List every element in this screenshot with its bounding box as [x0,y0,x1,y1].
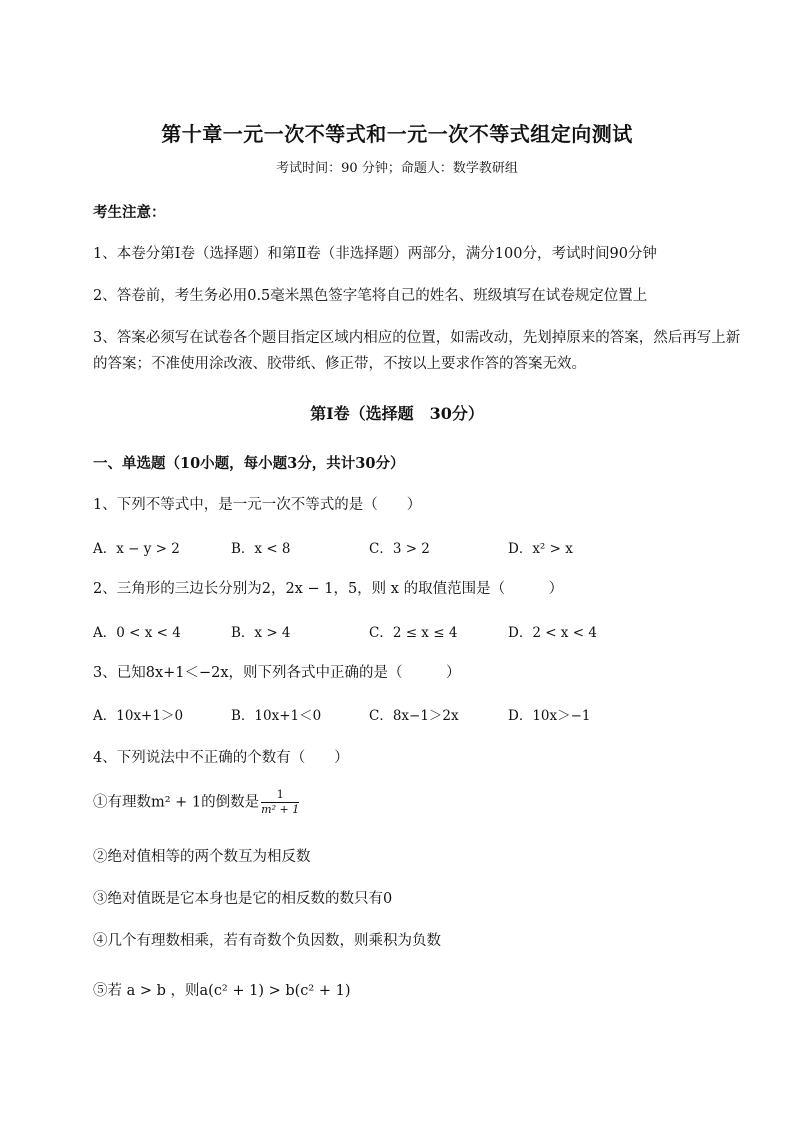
statement-4: ④几个有理数相乘，若有奇数个负因数，则乘积为负数 [93,933,441,949]
fraction [261,788,299,817]
notice-item: 的答案；不准使用涂改液、胶带纸、修正带，不按以上要求作答的答案无效。 [93,356,586,372]
statement-5: ⑤若 a > b ，则a(c² + 1) > b(c² + 1) [93,983,351,999]
statement-1-text: ①有理数m² + 1的倒数是 [93,794,260,811]
question-stem: 2、三角形的三边长分别为2，2x − 1，5，则 x 的取值范围是（ ） [93,581,564,597]
statement-1 [93,788,299,817]
notice-item: 2、答卷前，考生务必用0.5毫米黑色签字笔将自己的姓名、班级填写在试卷规定位置上 [93,288,648,304]
section-title: 第Ⅰ卷（选择题 30分） [310,404,484,423]
option-b[interactable]: B．10x+1＜0 [231,708,322,724]
option-a[interactable]: A．10x+1＞0 [93,708,184,724]
option-c[interactable]: C．8x−1＞2x [369,708,459,724]
option-d[interactable]: D．10x＞−1 [508,708,591,724]
option-a[interactable]: A．x − y > 2 [93,541,180,557]
fraction-numerator: 1 [261,788,299,803]
statement-3: ③绝对值既是它本身也是它的相反数的数只有0 [93,891,393,907]
notice-item: 3、答案必须写在试卷各个题目指定区域内相应的位置，如需改动，先划掉原来的答案，然后再写上新 [93,330,741,346]
option-b[interactable]: B．x < 8 [231,541,291,557]
option-d[interactable]: D．x² > x [508,541,573,557]
notice-heading: 考生注意： [93,204,166,221]
question-stem: 3、已知8x+1＜−2x，则下列各式中正确的是（ ） [93,665,461,681]
option-c[interactable]: C．3 > 2 [369,541,430,557]
notice-item: 1、本卷分第Ⅰ卷（选择题）和第Ⅱ卷（非选择题）两部分，满分100分，考试时间90分钟 [93,246,657,262]
option-b[interactable]: B．x > 4 [231,625,291,641]
option-c[interactable]: C．2 ≤ x ≤ 4 [369,625,458,641]
exam-subtitle: 考试时间：90 分钟；命题人：数学教研组 [276,161,518,176]
question-stem: 4、下列说法中不正确的个数有（ ） [93,750,349,766]
fraction-denominator: m² + 1 [261,803,300,816]
option-a[interactable]: A．0 < x < 4 [93,625,181,641]
statement-2: ②绝对值相等的两个数互为相反数 [93,849,311,865]
question-stem: 1、下列不等式中，是一元一次不等式的是（ ） [93,497,422,513]
option-d[interactable]: D．2 < x < 4 [508,625,597,641]
page-title: 第十章一元一次不等式和一元一次不等式组定向测试 [161,122,633,146]
part-heading: 一、单选题（10小题，每小题3分，共计30分） [93,455,405,472]
